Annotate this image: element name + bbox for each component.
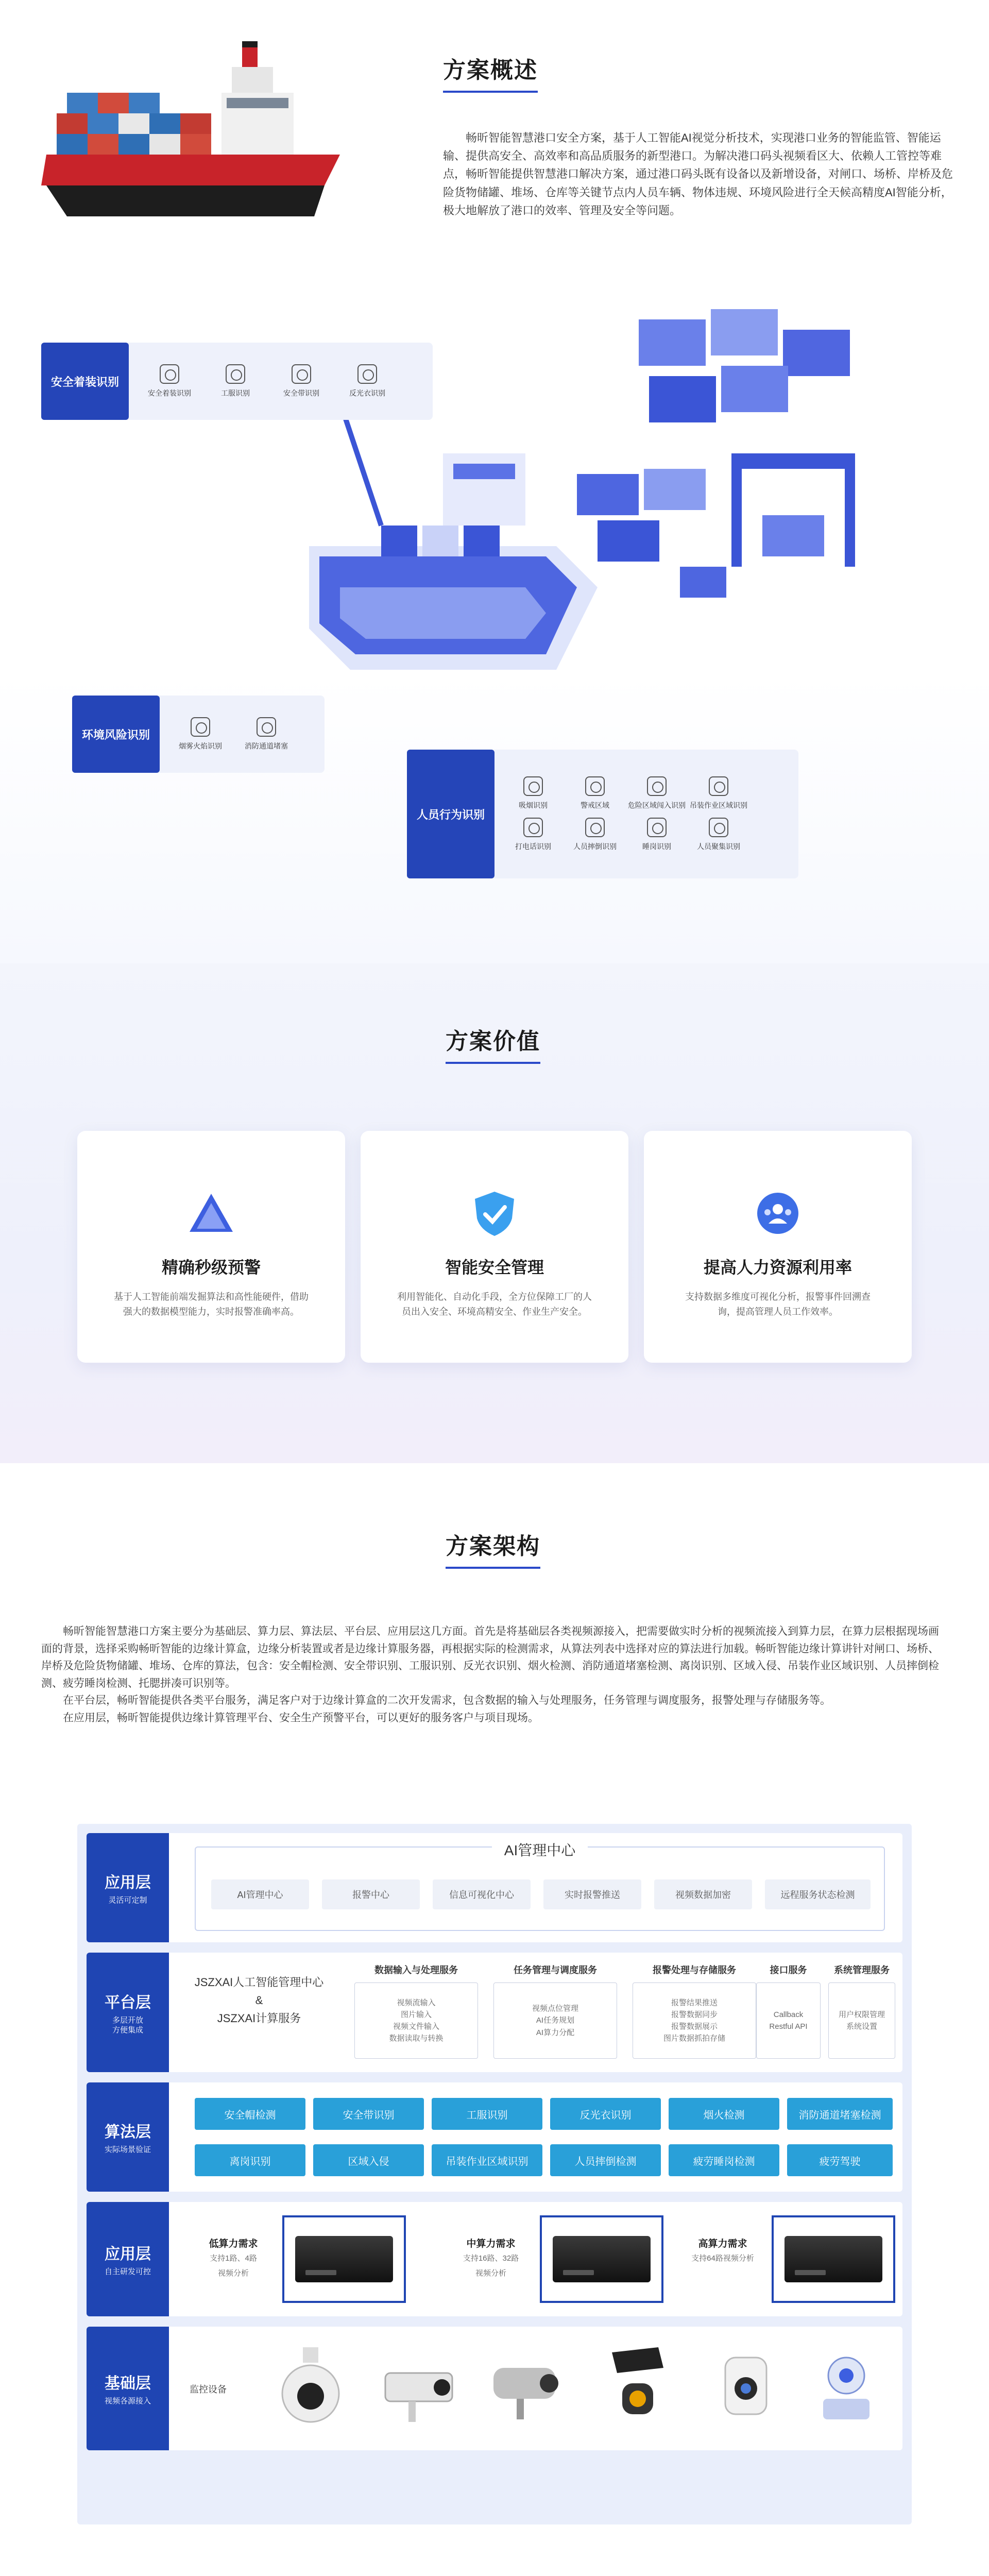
tag-item-passage[interactable] (238, 717, 295, 751)
jszx-service-title (184, 1973, 334, 2028)
service-line: Callback (773, 2010, 804, 2019)
service-column-body (828, 1982, 895, 2059)
service-line: 视频点位管理 (532, 2004, 578, 2013)
environment-risk-items (160, 717, 307, 751)
safety-clothing-panel-head: 安全着装识别 (41, 343, 129, 420)
people-icon (752, 1188, 804, 1239)
tag-item-vest[interactable] (339, 364, 396, 398)
hardware-desc: 支持64路视频分析 (691, 2254, 754, 2263)
tag-item-label: 烟雾火焰识别 (179, 742, 222, 750)
architecture-section (0, 1463, 989, 2571)
value-title (446, 1023, 540, 1056)
uniform-icon (226, 364, 245, 384)
value-card-title: 提高人力资源利用率 (703, 1258, 852, 1277)
edge-box-device (295, 2236, 393, 2282)
overview-title-text: 方案概述 (443, 58, 538, 83)
application-layer (87, 1833, 902, 1942)
tag-item-phone[interactable] (505, 818, 561, 852)
layer-name: 平台层 (105, 1994, 151, 2011)
algorithm-chip[interactable]: 消防通道堵塞检测 (787, 2098, 893, 2130)
architecture-paragraph: 在应用层，畅昕智能提供边缘计算管理平台、安全生产预警平台，可以更好的服务客户与项目现场。 (63, 1711, 539, 1724)
edge-box-device (785, 2236, 882, 2282)
overview-intro: 畅昕智能智慧港口安全方案，基于人工智能AI视觉分析技术，实现港口业务的智能监管、智能运输、提供高安全、高效率和高品质服务的新型港口。为解决港口码头视频看区大、依赖人工管控等难点，畅昕智能提供智慧港口解决方案，通过港口码头既有设备以及新增设备，对闸口、场桥、岸桥及危险货物储罐、堆场、仓库等关键节点内人员车辆、物体违规、环境风险进行全天候高精度AI智能分析，极大地解放了港口的效率、管理及安全等问题。 (443, 131, 953, 217)
jszx-line: JSZXAI计算服务 (217, 2012, 301, 2025)
service-column-title: 接口服务 (770, 1965, 807, 1975)
vest-icon (357, 364, 377, 384)
tag-item-sleep[interactable] (628, 818, 685, 852)
hardware-text (679, 2236, 766, 2265)
tag-item-lifting[interactable] (690, 776, 747, 810)
personnel-behavior-items (494, 771, 762, 857)
hardware-desc: 视频分析 (475, 2268, 506, 2278)
hardware-desc: 支持16路、32路 (463, 2254, 519, 2263)
value-card-desc: 利用智能化、自动化手段，全方位保障工厂的人员出入安全、环境高精安全、作业生产安全。 (397, 1292, 592, 1317)
architecture-diagram (77, 1824, 912, 2524)
safety-clothing-panel (41, 343, 433, 420)
tag-item-label: 人员摔倒识别 (573, 842, 617, 851)
tag-item-label: 吸烟识别 (519, 801, 548, 809)
service-column-title: 任务管理与调度服务 (514, 1965, 597, 1975)
tag-item-label: 工服识别 (221, 389, 250, 397)
algorithm-chip[interactable]: 安全带识别 (313, 2098, 424, 2130)
title-underline (446, 1567, 540, 1569)
wall-camera-icon (705, 2347, 782, 2430)
service-line: 图片输入 (400, 2010, 432, 2019)
hardware-title: 中算力需求 (466, 2239, 516, 2249)
jszx-line: & (255, 1994, 263, 2007)
hardware-title: 高算力需求 (698, 2239, 747, 2249)
architecture-paragraph: 在平台层，畅昕智能提供各类平台服务，满足客户对于边缘计算盒的二次开发需求，包含数据的输入与处理服务，任务管理与调度服务，报警处理与存储服务等。 (63, 1694, 831, 1707)
robot-camera-icon (808, 2347, 885, 2430)
algorithm-chip[interactable]: 离岗识别 (195, 2144, 305, 2176)
hardware-text (190, 2236, 277, 2279)
value-card-safety (361, 1131, 628, 1363)
algorithm-chip[interactable]: 区域入侵 (313, 2144, 424, 2176)
tag-item-label: 反光衣识别 (349, 389, 385, 397)
bullet-camera-dark-icon (488, 2347, 566, 2430)
layer-sub: 多层开放 方便集成 (112, 2015, 143, 2035)
service-column-system (828, 1963, 895, 2059)
base-layer-label (87, 2327, 169, 2450)
overview-title (443, 52, 538, 84)
triangle-warning-icon (185, 1188, 237, 1239)
scenes-section (0, 2571, 989, 2576)
lifting-icon (709, 776, 728, 796)
tag-item-label: 消防通道堵塞 (245, 742, 288, 750)
value-card-title: 智能安全管理 (445, 1258, 544, 1277)
algorithm-chip[interactable]: 工服识别 (432, 2098, 542, 2130)
sleep-icon (647, 818, 667, 837)
architecture-title (446, 1528, 540, 1561)
hardware-title: 低算力需求 (209, 2239, 258, 2249)
architecture-description (41, 1623, 948, 1727)
overview-section (0, 0, 989, 963)
service-column-body (493, 1982, 617, 2059)
service-column-data-input (354, 1963, 478, 2059)
bullet-camera-icon (380, 2347, 457, 2430)
tag-item-label: 吊装作业区域识别 (690, 801, 747, 809)
environment-risk-panel-head: 环境风险识别 (72, 696, 160, 773)
service-line: 图片数据抓拍存储 (663, 2034, 725, 2043)
service-column-task (493, 1963, 617, 2059)
tag-item-label: 人员聚集识别 (697, 842, 740, 851)
solar-camera-icon (596, 2347, 674, 2430)
hardware-high (679, 2215, 916, 2303)
tag-item-uniform[interactable] (207, 364, 264, 398)
app-chip[interactable]: 报警中心 (322, 1879, 420, 1909)
tag-item-label: 安全带识别 (283, 389, 319, 397)
tag-item-danger-area[interactable] (628, 776, 685, 810)
service-line: 报警数据同步 (671, 2010, 718, 2019)
algorithm-layer-label (87, 2082, 169, 2192)
service-line: AI算力分配 (536, 2028, 575, 2037)
hardware-mid (447, 2215, 684, 2303)
tag-item-label: 睡岗识别 (642, 842, 671, 851)
compute-layer (87, 2202, 902, 2316)
ai-center-title: AI管理中心 (492, 1842, 588, 1858)
service-line: 视频流输入 (397, 1998, 436, 2007)
hardware-box[interactable] (282, 2215, 406, 2303)
service-column-title: 报警处理与存储服务 (653, 1965, 736, 1975)
algorithm-chip[interactable]: 疲劳驾驶 (787, 2144, 893, 2176)
architecture-title-text: 方案架构 (446, 1534, 540, 1559)
service-column-alarm (633, 1963, 756, 2059)
tag-item-label: 打电话识别 (515, 842, 551, 851)
algorithm-layer (87, 2082, 902, 2192)
personnel-behavior-panel (407, 750, 798, 878)
layer-name: 应用层 (105, 1874, 151, 1892)
algorithm-chip[interactable]: 安全帽检测 (195, 2098, 305, 2130)
jszx-line: JSZXAI人工智能管理中心 (194, 1976, 324, 1989)
fire-icon (191, 717, 210, 737)
tag-item-label: 安全着装识别 (148, 389, 191, 397)
application-layer-label (87, 1833, 169, 1942)
platform-layer (87, 1953, 902, 2072)
tag-item-fall[interactable] (567, 818, 623, 852)
tag-item-crowd[interactable] (690, 818, 747, 852)
tag-item-smoke[interactable] (505, 776, 561, 810)
app-chip[interactable]: 实时报警推送 (543, 1879, 641, 1909)
architecture-paragraph: 畅昕智能智慧港口方案主要分为基础层、算力层、算法层、平台层、应用层这几方面。首先是将基础层各类视频源接入，把需要做实时分析的视频流接入到算力层，在算力层根据现场画面的背景，选择采购畅昕智能的边缘计算盒，边缘分析装置或者是边缘计算服务器，再根据实际的检测需求，从算法列表中选择对应的算法进行加载。畅昕智能边缘计算讲针对闸口、场桥、岸桥及危险货物储罐、堆场、仓库的算法，包含：安全帽检测、安全带识别、工服识别、反光衣识别、烟火检测、消防通道堵塞检测、离岗识别、区域入侵、吊装作业区域识别、人员摔倒检测、疲劳睡岗检测、托腮拼凑可识别等。 (41, 1625, 939, 1689)
service-line: 视频文件输入 (393, 2022, 439, 2031)
safety-clothing-items (129, 364, 408, 398)
shield-check-icon (469, 1188, 520, 1239)
value-card-warning (77, 1131, 345, 1363)
fall-icon (585, 818, 605, 837)
app-chip[interactable]: 远程服务状态检测 (765, 1879, 871, 1909)
tag-item-helmet[interactable] (141, 364, 198, 398)
tag-item-alert-area[interactable] (567, 776, 623, 810)
tag-item-fire[interactable] (172, 717, 229, 751)
hardware-desc: 支持1路、4路 (210, 2254, 257, 2263)
app-chip[interactable]: 信息可视化中心 (433, 1879, 531, 1909)
service-column-title: 数据输入与处理服务 (374, 1965, 458, 1975)
algorithm-chip[interactable]: 吊装作业区域识别 (432, 2144, 542, 2176)
service-column-title: 系统管理服务 (834, 1965, 890, 1975)
service-column-interface (756, 1963, 821, 2059)
smoke-icon (523, 776, 543, 796)
hardware-box[interactable] (772, 2215, 895, 2303)
base-layer (87, 2327, 902, 2450)
layer-sub: 视频各源接入 (104, 2397, 151, 2406)
service-line: 数据读取与转换 (389, 2034, 444, 2043)
service-line: 系统设置 (846, 2022, 877, 2031)
environment-risk-panel (72, 696, 325, 773)
layer-sub: 实际场景验证 (104, 2145, 151, 2155)
dome-camera-icon (272, 2347, 349, 2430)
layer-name: 应用层 (105, 2246, 151, 2263)
service-line: Restful API (769, 2022, 808, 2031)
seatbelt-icon (292, 364, 311, 384)
alert-area-icon (585, 776, 605, 796)
compute-layer-label (87, 2202, 169, 2316)
app-chip[interactable]: AI管理中心 (211, 1879, 309, 1909)
layer-sub: 自主研发可控 (104, 2267, 151, 2277)
value-card-title: 精确秒级预警 (161, 1258, 261, 1277)
hardware-low (190, 2215, 427, 2303)
layer-name: 算法层 (105, 2124, 151, 2141)
title-underline (443, 91, 538, 93)
service-line: 报警结果推送 (671, 1998, 718, 2007)
tag-item-label: 警戒区域 (581, 801, 609, 809)
danger-area-icon (647, 776, 667, 796)
passage-icon (257, 717, 276, 737)
service-column-body (633, 1982, 756, 2059)
device-label: 监控设备 (190, 2384, 227, 2395)
tag-item-label: 危险区域闯入识别 (628, 801, 686, 809)
tag-item-seatbelt[interactable] (273, 364, 330, 398)
value-section (0, 963, 989, 1463)
edge-box-device (553, 2236, 651, 2282)
layer-sub: 灵活可定制 (108, 1896, 147, 1905)
app-chip[interactable]: 视频数据加密 (654, 1879, 752, 1909)
hardware-text (447, 2236, 535, 2279)
algorithm-chip[interactable]: 反光衣识别 (550, 2098, 661, 2130)
title-underline (446, 1062, 540, 1064)
value-card-desc: 支持数据多维度可视化分析，报警事件回溯查询，提高管理人员工作效率。 (685, 1292, 871, 1317)
algorithm-chip[interactable]: 烟火检测 (669, 2098, 779, 2130)
phone-icon (523, 818, 543, 837)
value-title-text: 方案价值 (446, 1029, 540, 1054)
value-card-efficiency (644, 1131, 912, 1363)
hardware-desc: 视频分析 (217, 2268, 249, 2278)
hardware-box[interactable] (540, 2215, 663, 2303)
personnel-behavior-panel-head: 人员行为识别 (407, 750, 494, 878)
algorithm-chip[interactable]: 人员摔倒检测 (550, 2144, 661, 2176)
service-column-body (756, 1982, 821, 2059)
service-line: 报警数据展示 (671, 2022, 718, 2031)
service-line: AI任务规划 (536, 2016, 575, 2025)
layer-name: 基础层 (105, 2375, 151, 2393)
helmet-icon (160, 364, 179, 384)
service-column-body (354, 1982, 478, 2059)
cargo-ship-illustration (36, 31, 345, 247)
service-line: 用户权限管理 (838, 2010, 885, 2019)
ai-management-center (195, 1842, 885, 1931)
crowd-icon (709, 818, 728, 837)
platform-layer-label (87, 1953, 169, 2072)
algorithm-chip[interactable]: 疲劳睡岗检测 (669, 2144, 779, 2176)
value-card-desc: 基于人工智能前端发掘算法和高性能硬件，借助强大的数据模型能力，实时报警准确率高。 (114, 1292, 309, 1317)
